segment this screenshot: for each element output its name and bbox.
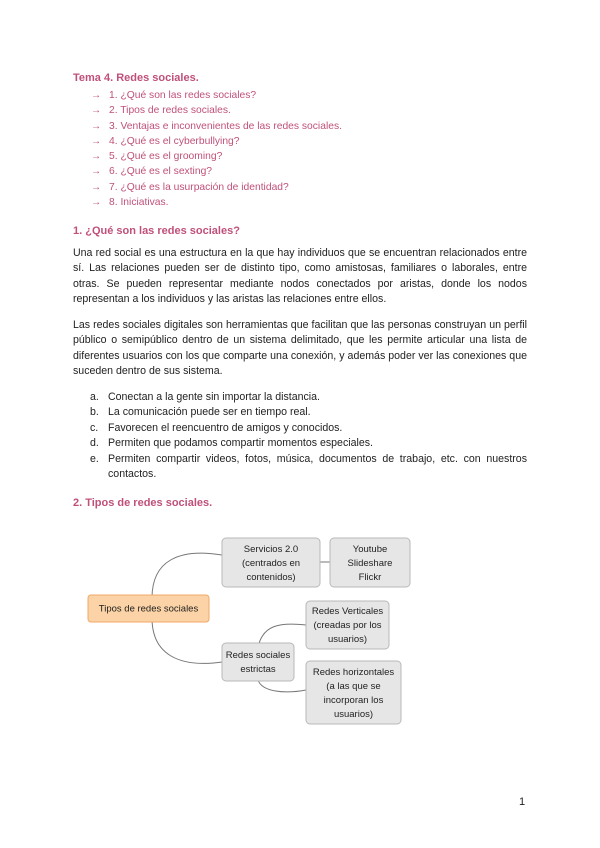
diagram-node-label: usuarios) — [327, 634, 368, 645]
diagram-node-label: Redes horizontales — [312, 667, 395, 678]
diagram-node-label: estrictas — [240, 664, 276, 675]
arrow-right-icon: → — [91, 135, 102, 147]
diagram-node-label: Redes Verticales — [311, 606, 384, 617]
arrow-right-icon: → — [91, 181, 102, 193]
list-item: e. Permiten compartir videos, fotos, música, documentos de trabajo, etc. con nuestros contactos. — [90, 452, 527, 481]
connector-line — [152, 618, 222, 663]
toc-item[interactable]: → 6. ¿Qué es el sexting? — [91, 164, 342, 179]
toc-item[interactable]: → 4. ¿Qué es el cyberbullying? — [91, 134, 342, 149]
list-marker: b. — [90, 406, 99, 419]
diagram-node-label: (a las que se — [326, 681, 381, 692]
paragraph-1: Una red social es una estructura en la que hay individuos que se encuentran relacionados entre sí. Las relaciones pueden ser de distinto tipo, como amistosas, familiares o laborales, entre otras. Se pueden representar mediante nodos conectados por aristas, donde los nodos representan a los individuos y las aristas las relaciones entre ellos. — [73, 247, 527, 306]
diagram-node-label: Servicios 2.0 — [243, 544, 299, 555]
diagram-node-label: incorporan los — [323, 695, 384, 706]
list-marker: c. — [90, 421, 99, 434]
toc-item[interactable]: → 1. ¿Qué son las redes sociales? — [91, 88, 342, 103]
list-item: a. Conectan a la gente sin importar la distancia. — [90, 390, 527, 405]
diagram-node-label: Flickr — [358, 572, 382, 583]
diagram-node-label: Tipos de redes sociales — [98, 603, 199, 615]
diagram-node-label: Redes sociales — [225, 650, 291, 661]
arrow-right-icon: → — [91, 166, 102, 178]
list-item: c. Favorecen el reencuentro de amigos y conocidos. — [90, 421, 527, 436]
arrow-right-icon: → — [91, 120, 102, 132]
diagram-node-label: Slideshare — [347, 558, 393, 569]
list-marker: d. — [90, 437, 99, 450]
list-item: d. Permiten que podamos compartir momentos especiales. — [90, 436, 527, 451]
mind-map-diagram — [0, 520, 600, 740]
toc-item[interactable]: → 8. Iniciativas. — [91, 195, 342, 210]
connector-line — [152, 553, 222, 598]
paragraph-2: Las redes sociales digitales son herramientas que facilitan que las personas construyan un perfil público o semipúblico dentro de un sistema delimitado, que les permite articular una lista de diferentes usuarios con los que comparte una conexión, y además poder ver las conexiones que suceden dentro de sus sistema. — [73, 319, 527, 378]
diagram-node-estrictas — [222, 643, 294, 681]
list-marker: a. — [90, 391, 99, 403]
diagram-node-label: contenidos) — [246, 572, 296, 583]
section-2-heading: 2. Tipos de redes sociales. — [73, 497, 213, 509]
toc-item[interactable]: → 3. Ventajas e inconvenientes de las redes sociales. — [91, 119, 342, 134]
diagram-node-label: (centrados en — [241, 558, 301, 569]
diagram-node-label: Youtube — [352, 544, 388, 555]
diagram-node-label: usuarios) — [333, 709, 374, 720]
arrow-right-icon: → — [91, 151, 102, 163]
arrow-right-icon: → — [91, 197, 102, 209]
toc-item[interactable]: → 7. ¿Qué es la usurpación de identidad? — [91, 180, 342, 195]
section-1-heading: 1. ¿Qué son las redes sociales? — [73, 225, 240, 237]
arrow-right-icon: → — [91, 90, 102, 101]
features-list — [90, 390, 527, 482]
page-number: 1 — [519, 796, 526, 808]
list-marker: e. — [90, 452, 99, 465]
toc-item[interactable]: → 2. Tipos de redes sociales. — [91, 103, 342, 118]
toc-title: Tema 4. Redes sociales. — [73, 72, 199, 84]
arrow-right-icon: → — [91, 105, 102, 117]
list-item: b. La comunicación puede ser en tiempo real. — [90, 405, 527, 420]
diagram-node-label: (creadas por los — [313, 620, 382, 631]
table-of-contents — [91, 88, 342, 210]
toc-item[interactable]: → 5. ¿Qué es el grooming? — [91, 149, 342, 164]
connector-line — [258, 680, 306, 692]
